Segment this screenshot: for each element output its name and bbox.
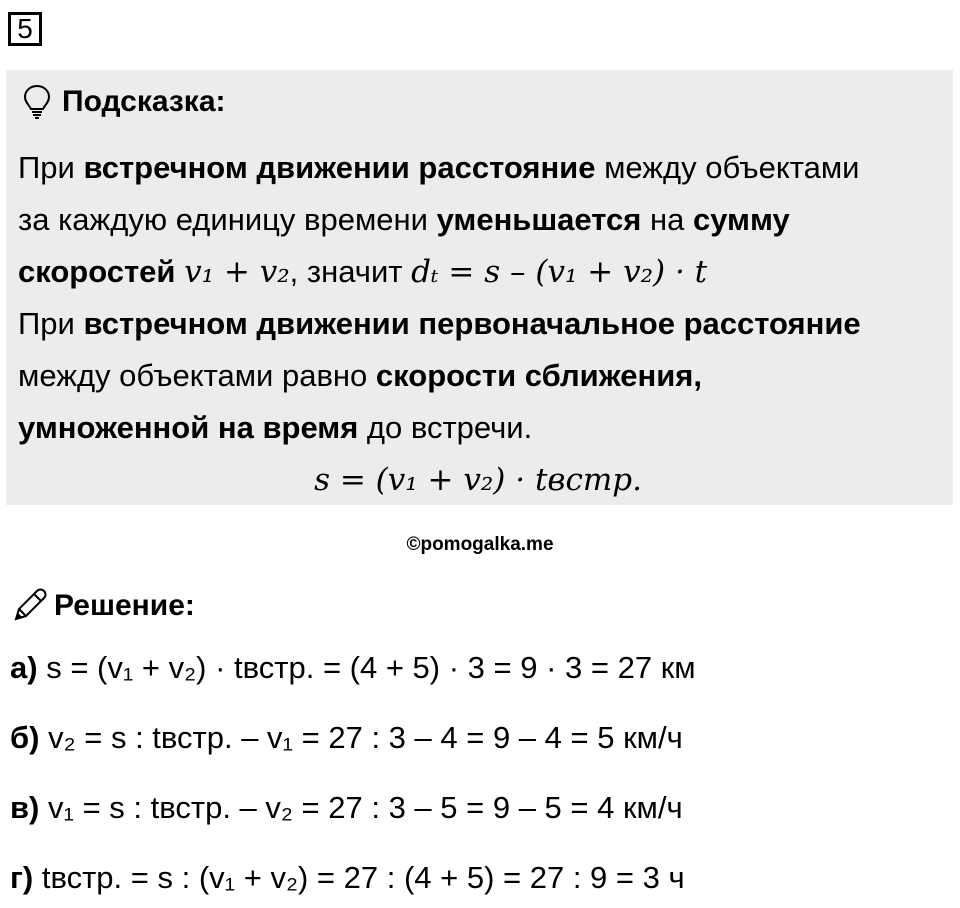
hint-bold-run: скоростей xyxy=(18,254,176,289)
hint-text-run: на xyxy=(641,202,693,237)
hint-text xyxy=(18,142,938,506)
hint-text-run: При xyxy=(18,150,84,185)
pencil-icon xyxy=(10,587,48,625)
hint-bold-run: встречном движении первоначальное расстояние xyxy=(83,306,861,341)
hint-text-run: , значит xyxy=(289,254,412,289)
solution-text: v₂ = s : tвстр. – v₁ = 27 : 3 – 4 = 9 – 4 = 5 км/ч xyxy=(48,720,683,755)
formula-distance: dₜ = s – (v₁ + v₂) · t xyxy=(411,254,708,290)
solution-title: Решение: xyxy=(54,589,195,622)
solution-text: tвстр. = s : (v₁ + v₂) = 27 : (4 + 5) = 27 : 9 = 3 ч xyxy=(41,860,685,895)
hint-bold-run: скорости сближения, xyxy=(375,358,702,393)
hint-bold-run: встречном движении расстояние xyxy=(83,150,596,185)
solution-label: в) xyxy=(10,790,40,825)
hint-text-run: между объектами xyxy=(595,150,860,185)
hint-line xyxy=(18,142,938,194)
hint-header xyxy=(22,82,226,122)
lightbulb-icon xyxy=(22,84,52,120)
solution-line-c xyxy=(10,790,683,826)
hint-bold-run: уменьшается xyxy=(436,202,642,237)
solution-text: v₁ = s : tвстр. – v₂ = 27 : 3 – 5 = 9 – 5 = 4 км/ч xyxy=(48,790,683,825)
hint-text-run: за каждую единицу времени xyxy=(18,202,437,237)
copyright: ©pomogalka.me xyxy=(406,534,554,555)
hint-line xyxy=(18,402,938,454)
hint-bold-run: умноженной на время xyxy=(18,410,359,445)
hint-bold-run: сумму xyxy=(692,202,790,237)
solution-header xyxy=(10,584,195,628)
solution-label: г) xyxy=(10,860,34,895)
solution-line-b xyxy=(10,720,683,756)
hint-text-run: до встречи. xyxy=(358,410,533,445)
hint-box xyxy=(6,70,953,505)
hint-line xyxy=(18,194,938,246)
hint-line xyxy=(18,350,938,402)
hint-line xyxy=(18,298,938,350)
formula-sum: v₁ + v₂ xyxy=(184,254,290,290)
hint-line xyxy=(18,246,938,298)
formula-main: s = (v₁ + v₂) · tвстр. xyxy=(314,462,642,498)
solution-line-a xyxy=(10,650,696,686)
solution-label: б) xyxy=(10,720,40,755)
hint-text-run: При xyxy=(18,306,84,341)
solution-label: а) xyxy=(10,650,38,685)
hint-text-run: между объектами равно xyxy=(18,358,376,393)
hint-title: Подсказка: xyxy=(62,85,226,118)
task-number: 5 xyxy=(8,12,42,46)
solution-text: s = (v₁ + v₂) · tвстр. = (4 + 5) · 3 = 9 · 3 = 27 км xyxy=(46,650,696,685)
solution-line-d xyxy=(10,860,685,896)
